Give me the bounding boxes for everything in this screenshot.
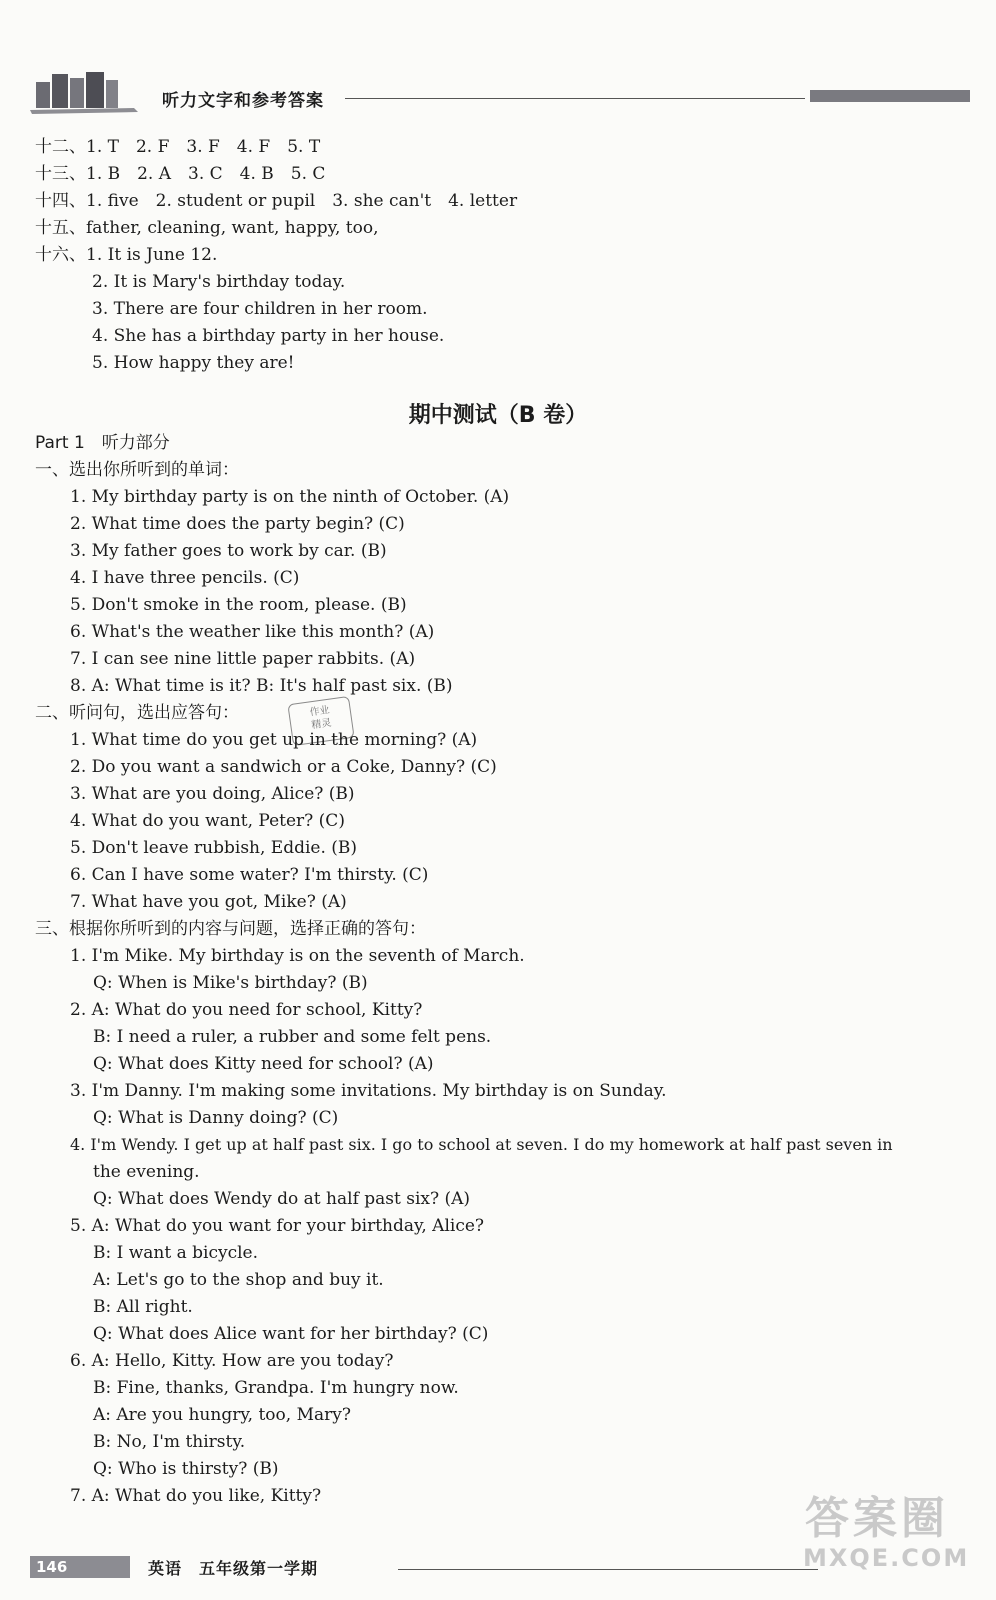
q3-line: B: All right. <box>93 1297 193 1317</box>
q3-line: 4. I'm Wendy. I get up at half past six. I go to school at seven. I do my homework at half past seven in <box>70 1135 893 1154</box>
q1-item: 2. What time does the party begin? (C) <box>70 514 405 534</box>
q3-line: 7. A: What do you like, Kitty? <box>70 1486 322 1506</box>
q3-line: Q: What does Wendy do at half past six? (A) <box>93 1189 471 1209</box>
q3-line: 6. A: Hello, Kitty. How are you today? <box>70 1351 394 1371</box>
q1-item: 3. My father goes to work by car. (B) <box>70 541 387 561</box>
q3-line: the evening. <box>93 1162 200 1182</box>
answer-line-14: 十四、1. five 2. student or pupil 3. she can't 4. letter <box>35 191 518 211</box>
q3-heading: 三、根据你所听到的内容与问题，选择正确的答句： <box>35 919 426 939</box>
exam-title: 期中测试（B 卷） <box>408 403 588 428</box>
q3-line: B: Fine, thanks, Grandpa. I'm hungry now. <box>93 1378 459 1398</box>
q3-line: Q: What does Kitty need for school? (A) <box>93 1054 434 1074</box>
q3-line: B: I need a ruler, a rubber and some felt pens. <box>93 1027 492 1047</box>
part-heading: Part 1 听力部分 <box>35 433 170 453</box>
header-divider <box>345 98 805 99</box>
q1-item: 8. A: What time is it? B: It's half past six. (B) <box>70 676 453 696</box>
q3-line: A: Let's go to the shop and buy it. <box>93 1270 384 1290</box>
page-number: 146 <box>30 1556 130 1578</box>
footer-title: 英语 五年级第一学期 <box>148 1559 319 1578</box>
q2-item: 6. Can I have some water? I'm thirsty. (C) <box>70 865 429 885</box>
q3-line: A: Are you hungry, too, Mary? <box>93 1405 351 1425</box>
footer-divider <box>398 1569 818 1570</box>
q1-item: 1. My birthday party is on the ninth of October. (A) <box>70 487 510 507</box>
q2-item: 1. What time do you get up in the morning? (A) <box>70 730 478 750</box>
q2-item: 5. Don't leave rubbish, Eddie. (B) <box>70 838 358 858</box>
watermark-text: 答案圈 <box>805 1493 949 1544</box>
header-bar <box>810 90 970 102</box>
q3-line: Q: Who is thirsty? (B) <box>93 1459 279 1479</box>
q2-item: 7. What have you got, Mike? (A) <box>70 892 347 912</box>
q3-line: B: I want a bicycle. <box>93 1243 259 1263</box>
stamp-line: 精灵 <box>310 717 333 732</box>
q2-item: 3. What are you doing, Alice? (B) <box>70 784 355 804</box>
page-footer <box>30 1556 970 1586</box>
header-title: 听力文字和参考答案 <box>162 91 324 111</box>
q2-heading: 二、听问句，选出应答句： <box>35 703 239 723</box>
q3-line: 3. I'm Danny. I'm making some invitations. My birthday is on Sunday. <box>70 1081 667 1101</box>
page-header <box>30 68 970 118</box>
q3-line: Q: What is Danny doing? (C) <box>93 1108 339 1128</box>
books-icon <box>30 68 140 116</box>
answer-line-16-5: 5. How happy they are! <box>92 353 295 373</box>
answer-line-16-3: 3. There are four children in her room. <box>92 299 428 319</box>
answer-line-16-2: 2. It is Mary's birthday today. <box>92 272 346 292</box>
q3-line: Q: What does Alice want for her birthday? (C) <box>93 1324 489 1344</box>
q3-line: 2. A: What do you need for school, Kitty? <box>70 1000 423 1020</box>
answer-line-16: 十六、1. It is June 12. <box>35 245 218 265</box>
stamp-line: 作业 <box>309 704 331 719</box>
watermark-url: MXQE.COM <box>803 1544 970 1572</box>
q2-item: 2. Do you want a sandwich or a Coke, Danny? (C) <box>70 757 497 777</box>
answer-line-13: 十三、1. B 2. A 3. C 4. B 5. C <box>35 164 326 184</box>
q3-line: 5. A: What do you want for your birthday, Alice? <box>70 1216 485 1236</box>
q3-line: B: No, I'm thirsty. <box>93 1432 246 1452</box>
q3-line: 1. I'm Mike. My birthday is on the seventh of March. <box>70 946 525 966</box>
answer-line-16-4: 4. She has a birthday party in her house. <box>92 326 445 346</box>
q1-item: 7. I can see nine little paper rabbits. (A) <box>70 649 416 669</box>
q3-line: Q: When is Mike's birthday? (B) <box>93 973 368 993</box>
q2-item: 4. What do you want, Peter? (C) <box>70 811 345 831</box>
q1-item: 5. Don't smoke in the room, please. (B) <box>70 595 407 615</box>
q1-heading: 一、选出你所听到的单词： <box>35 460 239 480</box>
q1-item: 4. I have three pencils. (C) <box>70 568 300 588</box>
answer-line-12: 十二、1. T 2. F 3. F 4. F 5. T <box>35 137 321 157</box>
answer-line-15: 十五、father, cleaning, want, happy, too, <box>35 218 379 238</box>
q1-item: 6. What's the weather like this month? (A) <box>70 622 435 642</box>
